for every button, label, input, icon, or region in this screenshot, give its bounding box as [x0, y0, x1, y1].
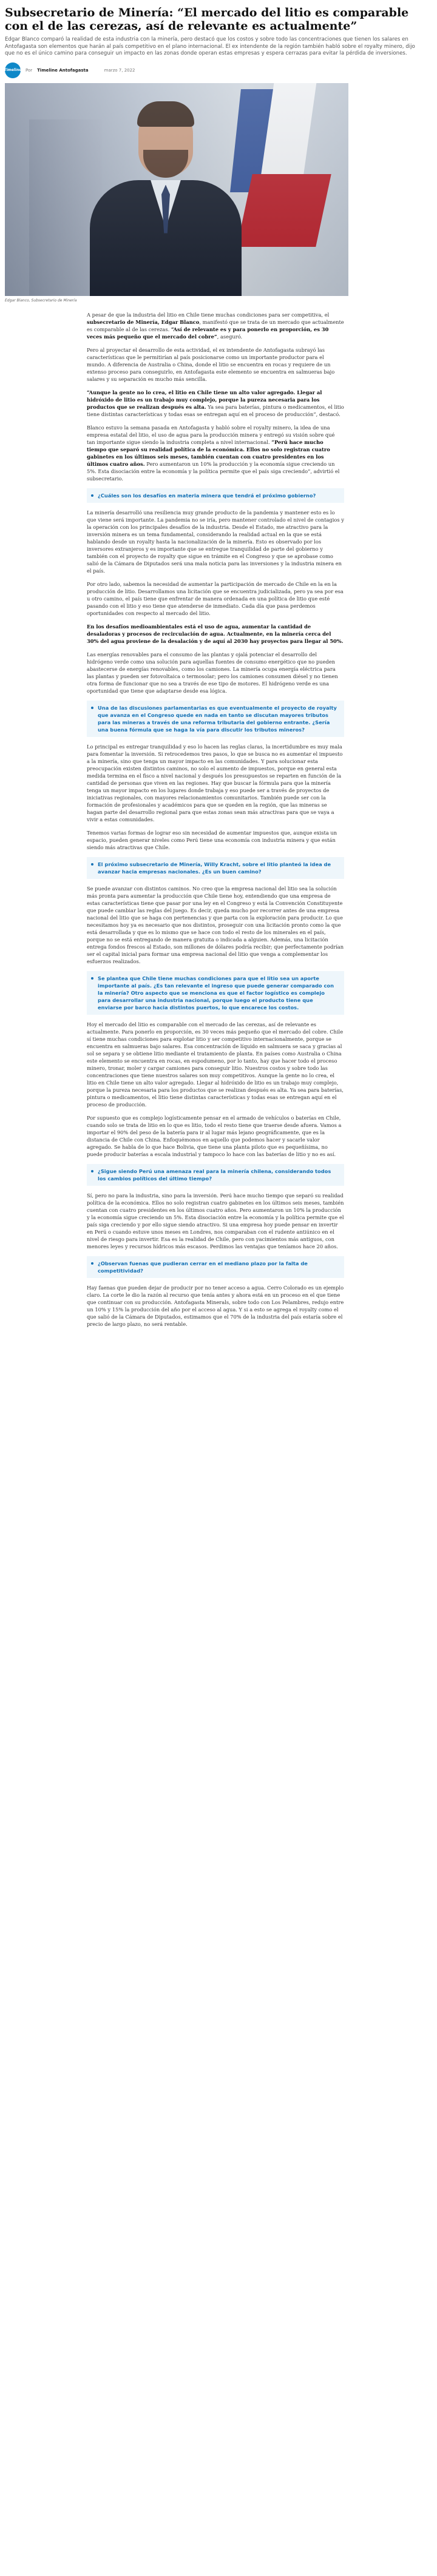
paragraph: Sí, pero no para la industria, sino para la inversión. Perú hace mucho tiempo que separó su realidad política de la económica. Ellos no solo registran cuatro gabinetes en los últimos seis meses, también cuentan con cuatro presidentes en los últimos cuatro años. Pero aumentaron un 10% la producción y la economía sigue creciendo un 5%. Esta disociación entre la economía y la política permite que el país siga creciendo y por ello sigue siendo atractivo. Si una empresa hoy puede pensar en invertir en Perú o cuando estuve unos meses en Londres, nos comparaban con el rudente antiúnico en el nivel de riesgo para invertir. Esa es la realidad de Chile, pero con yacimientos más antiguos, con menores leyes y recursos hídricos más escasos. Perdimos las ventajas que teníamos hace 20 años. — [87, 1192, 344, 1249]
publish-date: marzo 7, 2022 — [104, 67, 135, 73]
paragraph: A pesar de que la industria del litio en Chile tiene muchas condiciones para ser competitiva, el subsecretario de Minería, Edgar Blanco, manifestó que se trata de un mercado que actualmente es comparable al de las cerezas. “Así de relevante es y para ponerlo en proporción, es 30 veces más pequeño que el mercado del cobre”, aseguró. — [87, 311, 344, 340]
question-box: Se plantea que Chile tiene muchas condiciones para que el litio sea un aporte importante al país. ¿Es tan relevante el ingreso que puede generar comparado con la minería? Otro aspecto que se menciona es que el factor logístico es complejo para desarrollar una industria nacional, porque luego el producto tiene que enviarse por barco hacia distintos puertos, lo que encarece los costos. — [87, 971, 344, 1015]
hero-photo — [5, 83, 348, 296]
bullet-icon — [91, 1262, 93, 1265]
author-name-link[interactable]: Timeline Antofagasta — [37, 67, 89, 73]
bullet-icon — [91, 1170, 93, 1172]
article-body — [87, 311, 344, 1328]
author-row — [5, 62, 424, 78]
paragraph: Por supuesto que es complejo logísticamente pensar en el armado de vehículos o baterías en Chile, cuando solo se trata de litio en lo que es litio, todo el resto tiene que traerse desde afuera. Vamos a importar el 90% del peso de la batería para ir al lugar más lejano geográficamente, que es la distancia de Chile con China. Enfoquémonos en aquello que podemos hacer y sacarle valor agregado. Se habla de lo que hace Bolivia, que tiene una planta piloto que es pequeñísima, no puede producir baterías a escala industrial y tampoco lo hace con las baterías de litio y no es así. — [87, 1114, 342, 1157]
bullet-icon — [91, 707, 93, 709]
paragraph: Hoy el mercado del litio es comparable con el mercado de las cerezas, así de relevante es actualmente. Para ponerlo en proporción, es 30 veces más pequeño que el mercado del cobre. Chile sí tiene muchas condiciones para explotar litio y ser competitivo internacionalmente, porque se encuentra en salmueras bajo salares. Esa concentración de líquido en salmuera se saca y gracias al sol se separa y se obtiene litio mediante el tratamiento de planta. En países como Australia o China este elemento se encuentra en rocas, en espodumeno, por lo tanto, hay que hacer todo el proceso minero, tronar, moler y cargar camiones para conseguir litio. Nuestros costos y sobre todo las concentraciones que tiene nuestros salares son muy competitivos. Aunque la gente no lo crea, el litio en Chile tiene un alto valor agregado. Llegar al hidróxido de litio es un trabajo muy complejo, porque la pureza necesaria para los productos que se realizan después es alta. Ya sea para baterías, pintura o medicamentos, el litio tiene distintas características y todas esas se entregan aquí en el proceso de producción. — [87, 1021, 344, 1108]
paragraph: “Aunque la gente no lo crea, el litio en Chile tiene un alto valor agregado. Llegar al hidróxido de litio es un trabajo muy complejo, porque la pureza necesaria para los productos que se realizan después es alta. Ya sea para baterías, pintura o medicamentos, el litio tiene distintas características y todas esas se entregan aquí en el proceso de producción”, destacó. — [87, 389, 344, 417]
image-caption: Edgar Blanco, Subsecretario de Minería — [5, 298, 77, 303]
paragraph: Las energías renovables para el consumo de las plantas y ojalá potenciar el desarrollo del hidrógeno verde como una solución para aquellas fuentes de consumo energético que no pueden abastecerse de energías renovables, como los camiones. La minería ocupa energía eléctrica para las plantas y pueden ser fotovoltaica o termosolar; pero los camiones consumen diésel y no tienen otra forma de funcionar que no sea a través de ese tipo de motores. El hidrógeno verde es una oportunidad que tiene que adaptarse desde esa lógica. — [87, 651, 338, 694]
paragraph: Por otro lado, sabemos la necesidad de aumentar la participación de mercado de Chile en la en la producción de litio. Desarrollamos una licitación que se encuentra judicializada, pero ya sea por esa u otro camino, el país tiene que enfrentar de manera ordenada en una política de litio que esté pasando con el litio y eso tiene que atenderse de inmediato. Cada día que pasa perdemos oportunidades con respecto al mercado del litio. — [87, 580, 344, 616]
article-header — [0, 0, 437, 78]
paragraph: La minería desarrolló una resiliencia muy grande producto de la pandemia y mantener esto es lo que viene será importante. La pandemia no se iría, pero mantener controlado el nivel de contagios y la operación con los principales desafíos de la industria. Desde el Estado, me atractivo para la inversión minera es un tema fundamental, considerando la realidad actual en la que se está hablando desde un royalty hasta la nacionalización de la minería. Esto es observado por los inversores extranjeros y es importante que se entregue tranquilidad de parte del gobierno y también con el proyecto de royalty que sigue en trámite en el Congreso y que se aprobase como salió de la Cámara de Diputados será una mala noticia para las inversiones y la industria minera en el país. — [87, 509, 344, 574]
page-title: Subsecretario de Minería: “El mercado del litio es comparable con el de las cerezas, así de relevante es actualmente” — [5, 6, 409, 33]
question-box: ¿Cuáles son los desafíos en materia minera que tendrá el próximo gobierno? — [87, 488, 344, 503]
question-box: ¿Observan fuenas que pudieran cerrar en el mediano plazo por la falta de competitividad? — [87, 1256, 344, 1278]
paragraph: Blanco estuvo la semana pasada en Antofagasta y habló sobre el royalty minero, la idea de una empresa estatal del litio, el uso de agua para la producción minera y entregó su visión sobre qué tan importante sigue siendo la industria completa a nivel internacional. “Perú hace mucho tiempo que separó su realidad política de la económica. Ellos no solo registran cuatro gabinetes en los últimos seis meses, también cuentan con cuatro presidentes en los últimos cuatro años. Pero aumentaron un 10% la producción y la economía sigue creciendo un 5%. Esta disociación entre la economía y la política permite que el país siga creciendo”, advirtió el subsecretario. — [87, 424, 340, 482]
avatar[interactable]: Timeline — [5, 62, 21, 78]
question-box: El próximo subsecretario de Minería, Willy Kracht, sobre el litio planteó la idea de avanzar hacia empresas nacionales. ¿Es un buen camino? — [87, 857, 344, 879]
article-lead: Edgar Blanco comparó la realidad de esta industria con la minería, pero destacó que los costos y sobre todo las concentraciones que tienen los salares en Antofagasta son elementos que harán al país competitivo en el plano internacional. El ex intendente de la región también habló sobre el royalty minero, dijo que no es el único camino para conseguir un impacto en las zonas donde operan estas empresas y espera cerrazas para evitar la pérdida de inversiones. — [5, 36, 415, 56]
paragraph: Tenemos varias formas de lograr eso sin necesidad de aumentar impuestos que, aunque exista un espacio, pueden generar niveles como Perú tiene una economía con industria minera y que están siendo más atractivas que Chile. — [87, 829, 337, 850]
paragraph: Hay faenas que pueden dejar de producir por no tener acceso a agua. Cerro Colorado es un ejemplo claro. La corte le dio la razón al recurso que tenía antes y ahora está en un proceso en el que tiene que continuar con su producción. Antofagasta Minerals, sobre todo con Los Pelambres, redujo entre un 10% y 15% la producción del año por el acceso al agua. Y si a esto se agrega el royalty como el que salió de la Cámara de Diputados, estimamos que el 70% de la industria del país estaría sobre el precio de largo plazo, no será rentable. — [87, 1284, 344, 1327]
paragraph: Lo principal es entregar tranquilidad y eso lo hacen las reglas claras, la incertidumbre es muy mala para fomentar la inversión. Si retrocedemos tres pasos, lo que se busca no es aumentar el impuesto a la minería, sino que tenga un mayor impacto en las comunidades. Y para solucionar esta preocupación existen distintos caminos, no solo el aumento de impuestos, porque en general esta medida termina en el fisco a nivel nacional y después los presupuestos se reparten en función de la cantidad de personas que viven en las regiones. Hay que buscar la fórmula para que la minería tenga un mayor impacto en los lugares donde trabaja y eso puede ser a través de proyectos de iniciativas regionales, con mayores relacionamientos comunitarios. También puede ser con la formación de profesionales y académicos para que se queden en la región, que las mineras se hagan parte del desarrollo regional para que estas zonas sean más atractivas para que se vaya a vivir a estas comunidades. — [87, 743, 343, 822]
bullet-icon — [91, 863, 93, 866]
author-by-label: Por — [25, 67, 33, 73]
paragraph: Pero al proyectar el desarrollo de esta actividad, el ex intendente de Antofagasta subrayó las características que le permitirían al país posicionarse como un importante productor para el mundo. A diferencia de Australia o China, donde el litio se encuentra en rocas y requiere de un extenso proceso para conseguirlo, en Antofagasta este elemento se encuentra en salmueras bajo salares y su separación es mucho más sencilla. — [87, 346, 335, 382]
photo-overlay — [5, 83, 348, 296]
paragraph: En los desafíos medioambientales está el uso de agua, aumentar la cantidad de desaladoras y procesos de recirculación de agua. Actualmente, en la minería cerca del 30% del agua proviene de la desalación y de aquí al 2030 hay proyectos para llegar al 50%. — [87, 623, 344, 644]
question-box: ¿Sigue siendo Perú una amenaza real para la minería chilena, considerando todos los cambios políticos del último tiempo? — [87, 1164, 344, 1186]
bullet-icon — [91, 977, 93, 980]
bullet-icon — [91, 494, 93, 497]
paragraph: Se puede avanzar con distintos caminos. No creo que la empresa nacional del litio sea la solución más pronta para aumentar la producción que Chile tiene hoy, entendiendo que una empresa de estas características tiene que pasar por una ley en el Congreso y está la Convención Constituyente que puede cambiar las reglas del juego. Es decir, queda mucho por recorrer antes de una empresa nacional del litio que se haga con pertenencias y que parta con la exploración para producir. Lo que necesitamos hoy ya es necesario que nos distintos, proseguir con una licitación pronto como la que está desarrollada y que es lo mismo que se hace con todo el resto de los minerales en el país, porque no se está entregando de manera gratuita o indicada a alguien. Además, una licitación entrega fondos frescos al Estado, son millones de dólares podría recibir; que perfectamente podrían ser el capital inicial para formar una empresa nacional del litio que venga a complementar los esfuerzos realizados. — [87, 885, 344, 964]
question-box: Una de las discusiones parlamentarias es que eventualmente el proyecto de royalty que avanza en el Congreso quede en nada en tanto se discutan mayores tributos para las mineras a través de una reforma tributaria del gobierno entrante. ¿Sería una buena fórmula que se haga la vía para discutir los tributos mineros? — [87, 701, 344, 737]
